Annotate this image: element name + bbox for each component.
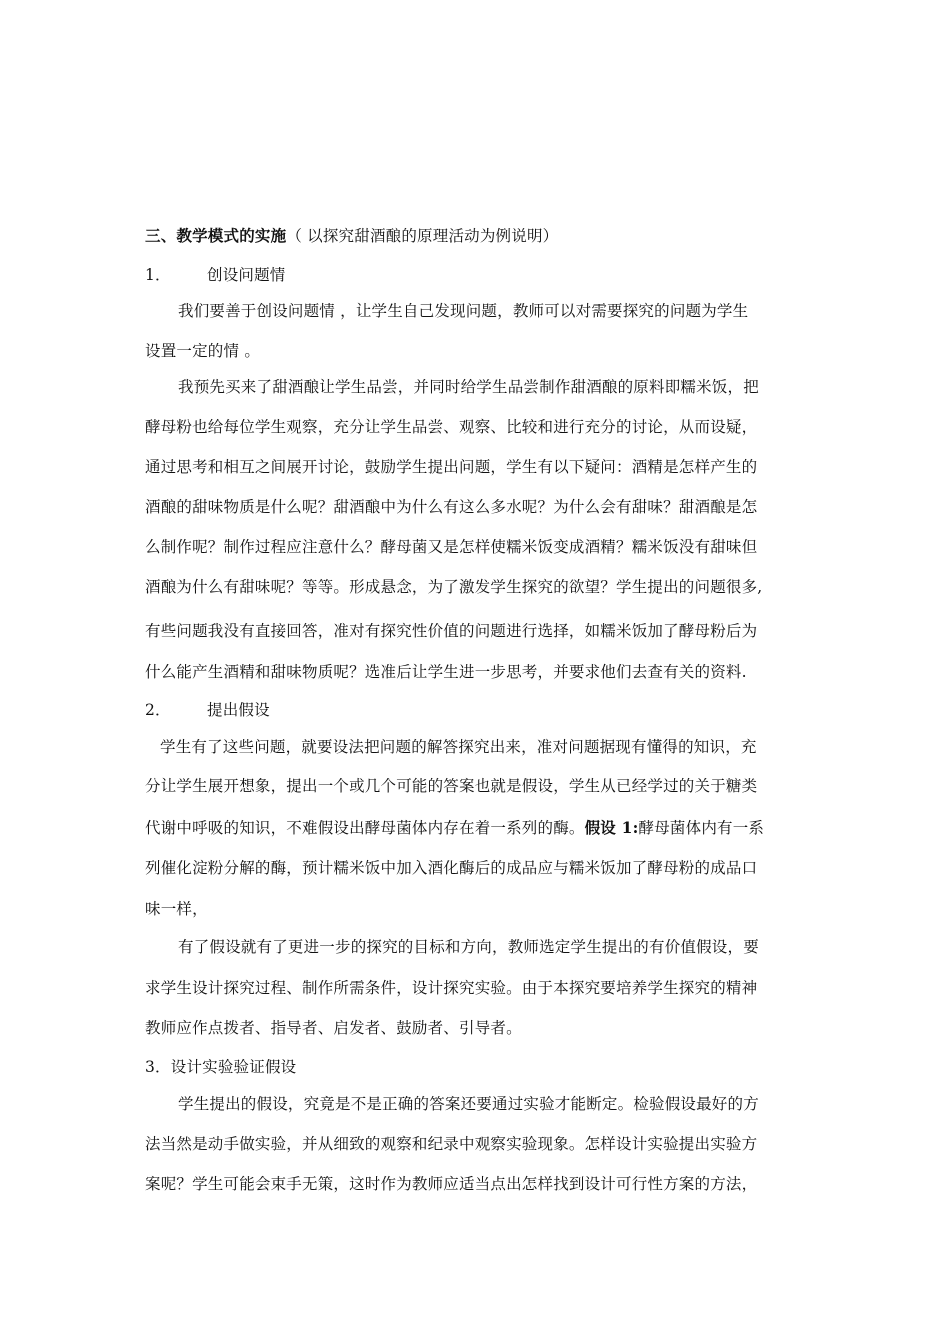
paragraph-line: 设置一定的情 。 [145,342,261,360]
paragraph-line: 我们要善于创设问题情 ，让学生自己发现问题，教师可以对需要探究的问题为学生 [178,302,749,320]
section-heading [145,226,558,246]
paragraph-line: 酒酿的甜味物质是什么呢？甜酒酿中为什么有这么多水呢？为什么会有甜味？甜酒酿是怎 [145,498,758,516]
hypothesis-text: 酵母菌体内有一系 [638,819,765,837]
step2-title: 提出假设 [207,701,270,719]
paragraph-line: 法当然是动手做实验，并从细致的观察和纪录中观察实验现象。怎样设计实验提出实验方 [145,1135,758,1153]
paragraph-line: 有些问题我没有直接回答，准对有探究性价值的问题进行选择，如糯米饭加了酵母粉后为 [145,622,758,640]
step1-number: 1． [145,266,171,284]
paragraph-line: 求学生设计探究过程、制作所需条件，设计探究实验。由于本探究要培养学生探究的精神 [145,979,758,997]
hypothesis-intro: 代谢中呼吸的知识，不难假设出酵母菌体内存在着一系列的酶。 [145,819,585,837]
paragraph-line: 通过思考和相互之间展开讨论，鼓励学生提出问题，学生有以下疑问：酒精是怎样产生的 [145,458,758,476]
paragraph-line: 我预先买来了甜酒酿让学生品尝，并同时给学生品尝制作甜酒酿的原料即糯米饭，把 [178,378,759,396]
section-title: 三、教学模式的实施 [145,226,287,245]
step2-number: 2． [145,701,171,719]
paragraph-line: 学生有了这些问题，就要设法把问题的解答探究出来，准对问题据现有懂得的知识，充 [160,738,757,756]
paragraph-line: 列催化淀粉分解的酶，预计糯米饭中加入酒化酶后的成品应与糯米饭加了酵母粉的成品口 [145,859,758,877]
paragraph-line [145,818,764,838]
paragraph-line: 教师应作点拨者、指导者、启发者、鼓励者、引导者。 [145,1019,522,1037]
paragraph-line: 味一样， [145,900,208,918]
step3-heading: 3．设计实验验证假设 [145,1058,297,1076]
paragraph-line: 案呢？学生可能会束手无策，这时作为教师应适当点出怎样找到设计可行性方案的方法， [145,1175,758,1193]
hypothesis-label: 假设 1: [584,818,639,837]
paragraph-line: 有了假设就有了更进一步的探究的目标和方向，教师选定学生提出的有价值假设，要 [178,938,759,956]
paragraph-line: 酵母粉也给每位学生观察，充分让学生品尝、观察、比较和进行充分的讨论，从而设疑， [145,418,758,436]
paragraph-line: 学生提出的假设，究竟是不是正确的答案还要通过实验才能断定。检验假设最好的方 [178,1095,759,1113]
step1-heading [145,265,286,285]
step1-title: 创设问题情 [207,266,286,284]
paragraph-line: 分让学生展开想象，提出一个或几个可能的答案也就是假设，学生从已经学过的关于糖类 [145,777,758,795]
paragraph-line: 酒酿为什么有甜味呢？等等。形成悬念，为了激发学生探究的欲望？学生提出的问题很多, [145,578,763,596]
paragraph-line: 么制作呢？制作过程应注意什么？酵母菌又是怎样使糯米饭变成酒精？糯米饭没有甜味但 [145,538,758,556]
section-note: （ 以探究甜酒酿的原理活动为例说明） [286,227,559,245]
step2-heading [145,700,270,720]
paragraph-line: 什么能产生酒精和甜味物质呢？选准后让学生进一步思考，并要求他们去查有关的资料. [145,663,747,681]
